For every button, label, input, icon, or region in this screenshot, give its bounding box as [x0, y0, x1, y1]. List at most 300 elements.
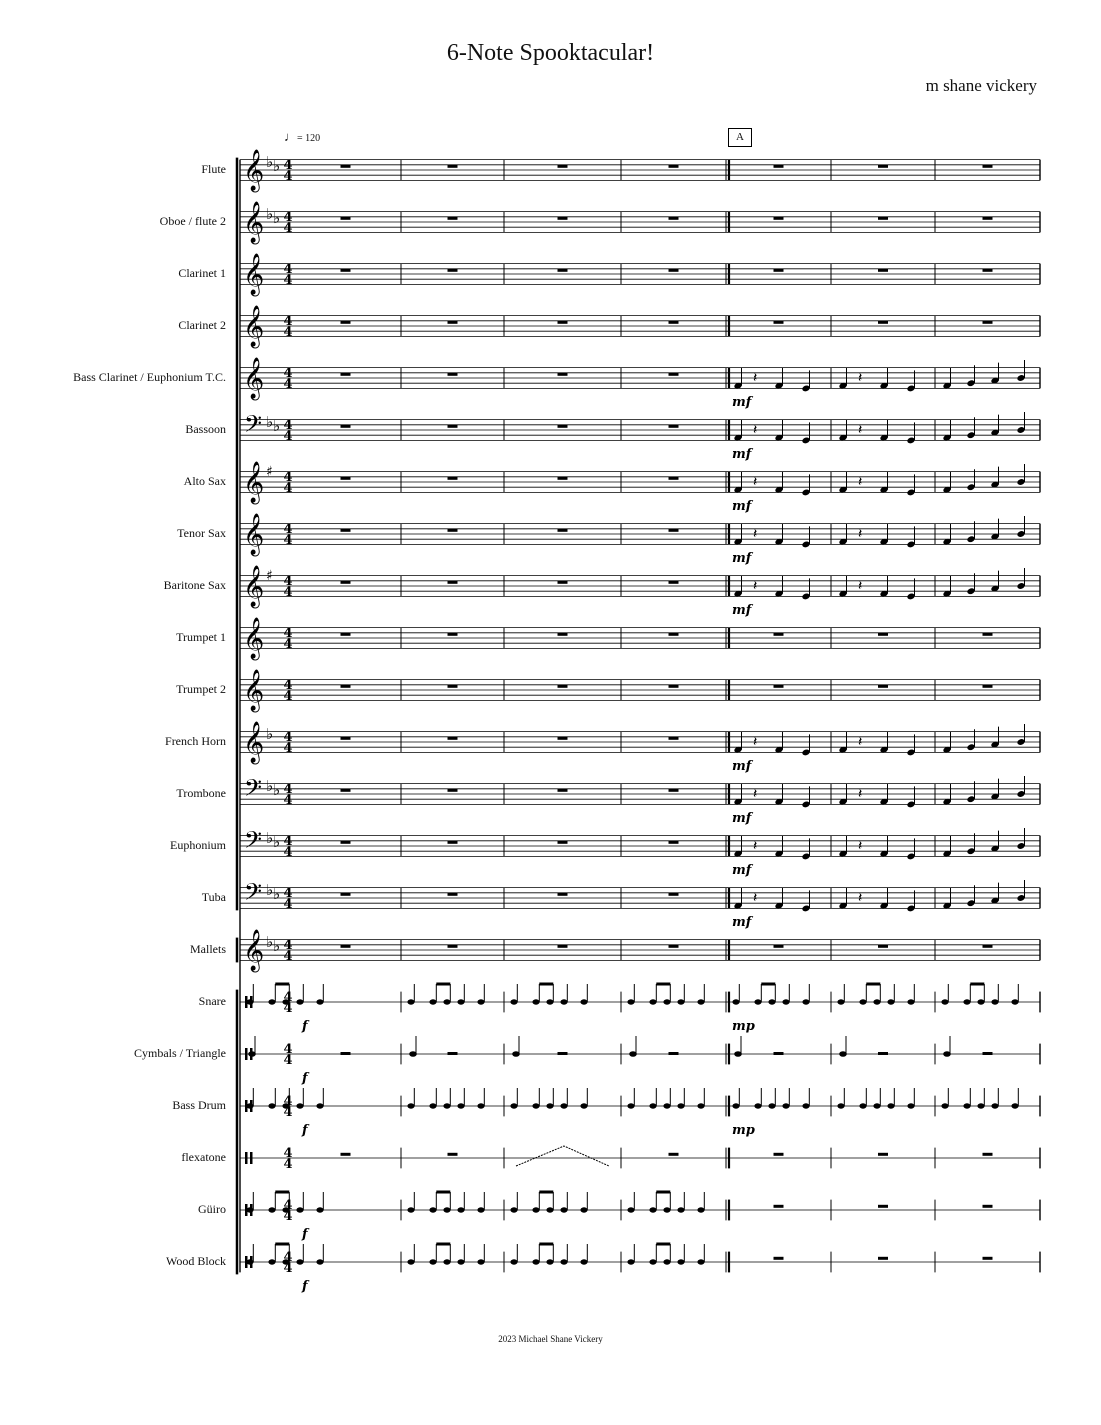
note-head — [663, 1259, 670, 1264]
whole-rest-icon — [558, 321, 568, 324]
instrument-label: Wood Block — [165, 1254, 226, 1268]
treble-clef-icon: 𝄞 — [243, 306, 265, 347]
instrument-label: Baritone Sax — [163, 578, 226, 592]
time-signature-bottom: 4 — [283, 429, 293, 444]
dynamic-mf: mf — [732, 499, 752, 514]
note-head — [859, 1103, 866, 1108]
half-rest-icon — [983, 1052, 993, 1055]
time-signature-bottom: 4 — [283, 897, 293, 912]
quarter-rest-icon: 𝄽 — [858, 734, 863, 750]
note-head — [268, 1259, 275, 1264]
staff-bass-drum — [240, 1088, 1040, 1116]
note-head — [477, 1207, 484, 1212]
note-head — [754, 1103, 761, 1108]
flat-icon: ♭ — [273, 781, 281, 799]
whole-rest-icon — [341, 789, 351, 792]
whole-rest-icon — [774, 165, 784, 168]
flat-icon: ♭ — [273, 157, 281, 175]
whole-rest-icon — [774, 685, 784, 688]
whole-rest-icon — [669, 425, 679, 428]
whole-rest-icon — [448, 633, 458, 636]
note-head — [649, 1259, 656, 1264]
whole-rest-icon — [669, 373, 679, 376]
instrument-label: Oboe / flute 2 — [159, 214, 226, 228]
whole-rest-icon — [774, 1257, 784, 1260]
note-head — [510, 1207, 517, 1212]
time-signature-bottom: 4 — [283, 1001, 293, 1016]
whole-rest-icon — [341, 477, 351, 480]
whole-rest-icon — [448, 685, 458, 688]
dynamic-f: f — [302, 1123, 308, 1138]
whole-rest-icon — [341, 633, 351, 636]
note-head — [546, 1207, 553, 1212]
quarter-rest-icon: 𝄽 — [753, 526, 758, 542]
whole-rest-icon — [669, 737, 679, 740]
note-head — [697, 1207, 704, 1212]
dynamic-mp: mp — [732, 1123, 755, 1138]
note-head — [963, 999, 970, 1004]
half-rest-icon — [669, 1052, 679, 1055]
time-signature-bottom: 4 — [283, 221, 293, 236]
dynamic-mf: mf — [732, 551, 752, 566]
dynamic-f: f — [302, 1279, 308, 1294]
sharp-icon: ♯ — [266, 464, 273, 480]
note-head — [510, 1259, 517, 1264]
note-head — [580, 999, 587, 1004]
whole-rest-icon — [448, 581, 458, 584]
staff-bass-clarinet-euphonium-t-c- — [240, 360, 1040, 392]
whole-rest-icon — [341, 321, 351, 324]
quarter-rest-icon: 𝄽 — [753, 422, 758, 438]
whole-rest-icon — [341, 893, 351, 896]
flat-icon: ♭ — [266, 413, 274, 431]
whole-rest-icon — [669, 1153, 679, 1156]
note-head — [677, 1207, 684, 1212]
flat-icon: ♭ — [273, 833, 281, 851]
whole-rest-icon — [983, 321, 993, 324]
whole-rest-icon — [878, 1205, 888, 1208]
dynamic-mf: mf — [732, 863, 752, 878]
note-head — [837, 999, 844, 1004]
note-head — [429, 1207, 436, 1212]
whole-rest-icon — [341, 737, 351, 740]
whole-rest-icon — [669, 685, 679, 688]
time-signature-top: 4 — [283, 1094, 293, 1109]
note-head — [546, 1259, 553, 1264]
time-signature-top: 4 — [283, 574, 293, 589]
whole-rest-icon — [341, 945, 351, 948]
note-head — [991, 1103, 998, 1108]
whole-rest-icon — [983, 165, 993, 168]
note-head — [677, 1103, 684, 1108]
whole-rest-icon — [558, 685, 568, 688]
instrument-label: Mallets — [190, 942, 226, 956]
note-head — [477, 999, 484, 1004]
dynamic-mf: mf — [732, 915, 752, 930]
bass-clef-icon: 𝄢 — [244, 826, 263, 859]
flat-icon: ♭ — [266, 205, 274, 223]
staff-clarinet-1 — [240, 264, 1040, 285]
note-head — [732, 1103, 739, 1108]
note-head — [873, 1103, 880, 1108]
composer-name: m shane vickery — [925, 76, 1037, 95]
instrument-label: Cymbals / Triangle — [133, 1046, 226, 1060]
whole-rest-icon — [878, 945, 888, 948]
quarter-rest-icon: 𝄽 — [858, 370, 863, 386]
instrument-label: Tenor Sax — [177, 526, 226, 540]
note-head — [546, 999, 553, 1004]
note-head — [802, 1103, 809, 1108]
flat-icon: ♭ — [266, 829, 274, 847]
whole-rest-icon — [341, 529, 351, 532]
time-signature-bottom: 4 — [283, 377, 293, 392]
flat-icon: ♭ — [266, 777, 274, 795]
note-head — [316, 1259, 323, 1264]
treble-clef-icon: 𝄞 — [243, 150, 265, 191]
flat-icon: ♭ — [266, 881, 274, 899]
note-head — [580, 1259, 587, 1264]
note-head — [782, 999, 789, 1004]
treble-clef-icon: 𝄞 — [243, 358, 265, 399]
whole-rest-icon — [878, 1257, 888, 1260]
whole-rest-icon — [448, 269, 458, 272]
note-head — [443, 1259, 450, 1264]
note-head — [407, 999, 414, 1004]
note-head — [802, 999, 809, 1004]
staff-euphonium — [240, 828, 1040, 860]
whole-rest-icon — [558, 165, 568, 168]
time-signature-bottom: 4 — [283, 1261, 293, 1276]
whole-rest-icon — [669, 165, 679, 168]
whole-rest-icon — [669, 321, 679, 324]
whole-rest-icon — [878, 1153, 888, 1156]
note-head — [627, 999, 634, 1004]
note-head — [1011, 999, 1018, 1004]
note-head — [268, 1207, 275, 1212]
note-head — [443, 1103, 450, 1108]
glissando — [516, 1146, 609, 1166]
whole-rest-icon — [448, 737, 458, 740]
note-head — [941, 999, 948, 1004]
note-head — [510, 999, 517, 1004]
note-head — [627, 1259, 634, 1264]
staff-trumpet-1 — [240, 628, 1040, 649]
time-signature-bottom: 4 — [283, 689, 293, 704]
whole-rest-icon — [669, 581, 679, 584]
whole-rest-icon — [341, 581, 351, 584]
whole-rest-icon — [341, 165, 351, 168]
dynamic-f: f — [302, 1227, 308, 1242]
whole-rest-icon — [774, 321, 784, 324]
quarter-rest-icon: 𝄽 — [858, 786, 863, 802]
note-head — [768, 1103, 775, 1108]
note-head — [1011, 1103, 1018, 1108]
whole-rest-icon — [983, 269, 993, 272]
dynamic-mf: mf — [732, 811, 752, 826]
staff-baritone-sax — [240, 568, 1040, 600]
time-signature-top: 4 — [283, 262, 293, 277]
note-head — [268, 999, 275, 1004]
flat-icon: ♭ — [273, 885, 281, 903]
instrument-label: flexatone — [181, 1150, 226, 1164]
note-head — [560, 1103, 567, 1108]
note-head — [991, 999, 998, 1004]
whole-rest-icon — [669, 633, 679, 636]
staff-cymbals-triangle — [240, 1036, 1040, 1064]
note-head — [316, 1103, 323, 1108]
time-signature-bottom: 4 — [283, 1209, 293, 1224]
note-head — [296, 1259, 303, 1264]
dynamic-mf: mf — [732, 759, 752, 774]
whole-rest-icon — [878, 685, 888, 688]
time-signature-bottom: 4 — [283, 169, 293, 184]
whole-rest-icon — [448, 165, 458, 168]
staff-flexatone — [240, 1146, 1040, 1168]
whole-rest-icon — [774, 269, 784, 272]
treble-clef-icon: 𝄞 — [243, 670, 265, 711]
treble-clef-icon: 𝄞 — [243, 254, 265, 295]
staff-g-iro — [240, 1192, 1040, 1220]
note-head — [941, 1103, 948, 1108]
time-signature-top: 4 — [283, 834, 293, 849]
whole-rest-icon — [558, 529, 568, 532]
quarter-rest-icon: 𝄽 — [753, 838, 758, 854]
note-head — [977, 1103, 984, 1108]
time-signature-top: 4 — [283, 158, 293, 173]
note-head — [560, 999, 567, 1004]
note-head — [907, 1103, 914, 1108]
whole-rest-icon — [448, 321, 458, 324]
time-signature-top: 4 — [283, 1250, 293, 1265]
whole-rest-icon — [558, 581, 568, 584]
treble-clef-icon: 𝄞 — [243, 514, 265, 555]
whole-rest-icon — [448, 217, 458, 220]
flat-icon: ♭ — [266, 153, 274, 171]
time-signature-bottom: 4 — [283, 1105, 293, 1120]
whole-rest-icon — [448, 373, 458, 376]
percussion-clef-icon — [245, 1152, 248, 1164]
whole-rest-icon — [983, 1205, 993, 1208]
instrument-label: Snare — [198, 994, 226, 1008]
quarter-rest-icon: 𝄽 — [753, 578, 758, 594]
staff-french-horn — [240, 724, 1040, 756]
instrument-label: Clarinet 2 — [178, 318, 226, 332]
note-head — [246, 1207, 253, 1212]
quarter-rest-icon: 𝄽 — [753, 734, 758, 750]
instrument-label: Güiro — [198, 1202, 226, 1216]
note-head — [532, 1103, 539, 1108]
whole-rest-icon — [448, 893, 458, 896]
instrument-label: Trombone — [176, 786, 226, 800]
note-head — [649, 999, 656, 1004]
note-head — [697, 999, 704, 1004]
time-signature-bottom: 4 — [283, 793, 293, 808]
time-signature-top: 4 — [283, 678, 293, 693]
note-head — [532, 1259, 539, 1264]
whole-rest-icon — [878, 633, 888, 636]
note-head — [580, 1103, 587, 1108]
note-head — [649, 1103, 656, 1108]
note-head — [649, 1207, 656, 1212]
quarter-rest-icon: 𝄽 — [753, 890, 758, 906]
note-head — [407, 1259, 414, 1264]
instrument-label: Flute — [201, 162, 226, 176]
note-head — [859, 999, 866, 1004]
time-signature-top: 4 — [283, 782, 293, 797]
staff-flute — [240, 160, 1040, 181]
dynamic-mf: mf — [732, 603, 752, 618]
note-head — [887, 999, 894, 1004]
note-head — [246, 999, 253, 1004]
note-head — [697, 1103, 704, 1108]
staff-tuba — [240, 880, 1040, 912]
whole-rest-icon — [669, 789, 679, 792]
note-head — [837, 1103, 844, 1108]
whole-rest-icon — [341, 373, 351, 376]
whole-rest-icon — [558, 373, 568, 376]
note-head — [663, 999, 670, 1004]
staff-snare — [240, 984, 1040, 1012]
time-signature-top: 4 — [283, 210, 293, 225]
note-head — [296, 1103, 303, 1108]
whole-rest-icon — [669, 217, 679, 220]
time-signature-bottom: 4 — [283, 325, 293, 340]
note-head — [560, 1259, 567, 1264]
whole-rest-icon — [341, 217, 351, 220]
instrument-label: French Horn — [165, 734, 226, 748]
staff-alto-sax — [240, 464, 1040, 496]
note-head — [296, 999, 303, 1004]
whole-rest-icon — [448, 425, 458, 428]
half-rest-icon — [448, 1052, 458, 1055]
dynamic-mp: mp — [732, 1019, 755, 1034]
whole-rest-icon — [669, 841, 679, 844]
whole-rest-icon — [558, 945, 568, 948]
note-head — [316, 1207, 323, 1212]
note-head — [627, 1207, 634, 1212]
note-head — [429, 1103, 436, 1108]
whole-rest-icon — [669, 945, 679, 948]
dynamic-mf: mf — [732, 395, 752, 410]
dynamic-mf: mf — [732, 447, 752, 462]
note-head — [429, 1259, 436, 1264]
whole-rest-icon — [878, 217, 888, 220]
quarter-rest-icon: 𝄽 — [858, 578, 863, 594]
dynamic-f: f — [302, 1019, 308, 1034]
whole-rest-icon — [774, 1205, 784, 1208]
quarter-rest-icon: 𝄽 — [858, 474, 863, 490]
treble-clef-icon: 𝄞 — [243, 930, 265, 971]
time-signature-bottom: 4 — [283, 273, 293, 288]
whole-rest-icon — [774, 633, 784, 636]
note-head — [429, 999, 436, 1004]
whole-rest-icon — [558, 841, 568, 844]
note-head — [296, 1207, 303, 1212]
whole-rest-icon — [558, 217, 568, 220]
note-head — [677, 999, 684, 1004]
whole-rest-icon — [341, 269, 351, 272]
note-head — [532, 1207, 539, 1212]
treble-clef-icon: 𝄞 — [243, 566, 265, 607]
note-head — [907, 999, 914, 1004]
instrument-label: Trumpet 1 — [176, 630, 226, 644]
whole-rest-icon — [983, 685, 993, 688]
flat-icon: ♭ — [266, 933, 274, 951]
time-signature-top: 4 — [283, 938, 293, 953]
note-head — [580, 1207, 587, 1212]
sharp-icon: ♯ — [266, 568, 273, 584]
flat-icon: ♭ — [273, 417, 281, 435]
bass-clef-icon: 𝄢 — [244, 410, 263, 443]
time-signature-bottom: 4 — [283, 637, 293, 652]
instrument-label: Clarinet 1 — [178, 266, 226, 280]
instrument-label: Bass Clarinet / Euphonium T.C. — [73, 370, 226, 384]
treble-clef-icon: 𝄞 — [243, 462, 265, 503]
time-signature-bottom: 4 — [283, 533, 293, 548]
whole-rest-icon — [878, 321, 888, 324]
time-signature-top: 4 — [283, 1042, 293, 1057]
half-rest-icon — [558, 1052, 568, 1055]
note-head — [663, 1207, 670, 1212]
staff-trumpet-2 — [240, 680, 1040, 701]
staff-mallets — [240, 940, 1040, 961]
half-rest-icon — [878, 1052, 888, 1055]
time-signature-bottom: 4 — [283, 741, 293, 756]
whole-rest-icon — [983, 945, 993, 948]
note-head — [510, 1103, 517, 1108]
whole-rest-icon — [558, 425, 568, 428]
note-head — [477, 1259, 484, 1264]
staff-trombone — [240, 776, 1040, 808]
whole-rest-icon — [558, 269, 568, 272]
note-head — [873, 999, 880, 1004]
whole-rest-icon — [558, 477, 568, 480]
time-signature-top: 4 — [283, 886, 293, 901]
note-head — [407, 1103, 414, 1108]
whole-rest-icon — [341, 841, 351, 844]
percussion-clef-icon — [245, 1048, 248, 1060]
whole-rest-icon — [448, 945, 458, 948]
whole-rest-icon — [878, 165, 888, 168]
treble-clef-icon: 𝄞 — [243, 202, 265, 243]
half-rest-icon — [774, 1052, 784, 1055]
note-head — [627, 1103, 634, 1108]
note-head — [246, 1103, 253, 1108]
flat-icon: ♭ — [266, 725, 274, 743]
note-head — [316, 999, 323, 1004]
note-head — [457, 1103, 464, 1108]
whole-rest-icon — [983, 633, 993, 636]
note-head — [677, 1259, 684, 1264]
whole-rest-icon — [558, 789, 568, 792]
score-title: 6-Note Spooktacular! — [446, 40, 655, 66]
time-signature-bottom: 4 — [283, 1157, 293, 1172]
treble-clef-icon: 𝄞 — [243, 618, 265, 659]
staff-oboe-flute-2 — [240, 212, 1040, 233]
note-head — [963, 1103, 970, 1108]
note-head — [768, 999, 775, 1004]
whole-rest-icon — [669, 893, 679, 896]
time-signature-top: 4 — [283, 1146, 293, 1161]
quarter-rest-icon: 𝄽 — [858, 890, 863, 906]
time-signature-bottom: 4 — [283, 845, 293, 860]
time-signature-top: 4 — [283, 522, 293, 537]
whole-rest-icon — [341, 1153, 351, 1156]
note-head — [457, 1259, 464, 1264]
whole-rest-icon — [341, 425, 351, 428]
instrument-label: Trumpet 2 — [176, 682, 226, 696]
quarter-rest-icon: 𝄽 — [753, 786, 758, 802]
